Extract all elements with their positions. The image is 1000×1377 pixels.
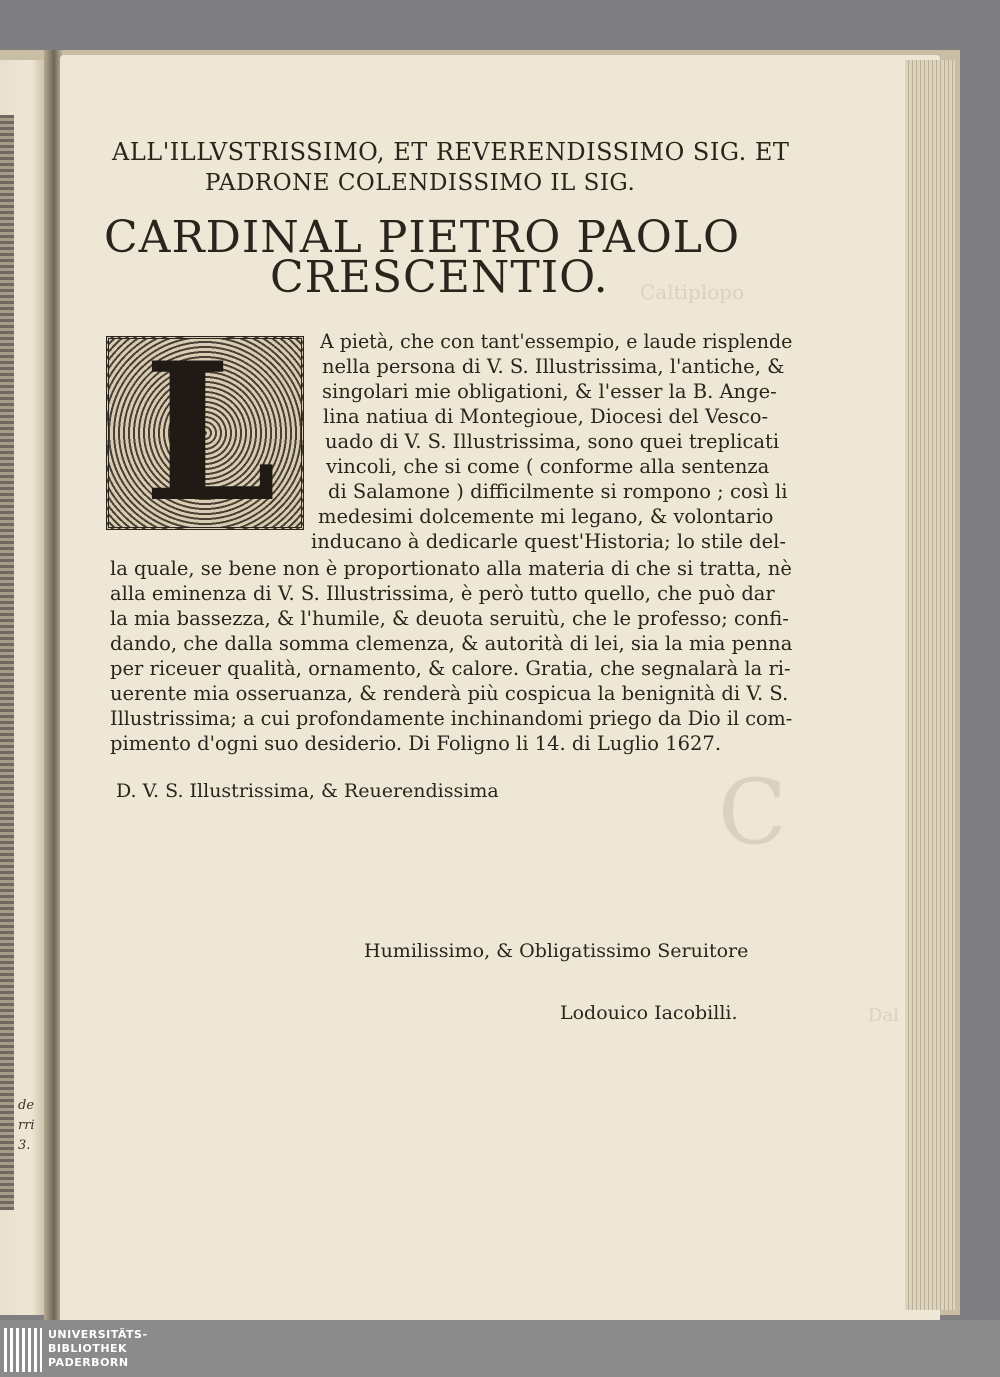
dedication-heading-line-1: ALL'ILLVSTRISSIMO, ET REVERENDISSIMO SIG. ET [112,138,790,166]
library-logo-line-2: BIBLIOTHEK [48,1342,128,1355]
dedicatee-name-line-2: CRESCENTIO. [270,252,609,303]
initial-letter: L [143,321,277,544]
dedication-heading-line-2: PADRONE COLENDISSIMO IL SIG. [205,170,636,196]
body-line: la quale, se bene non è proportionato alla materia di che si tratta, nè [110,557,792,580]
body-line: inducano à dedicarle quest'Historia; lo stile del- [311,530,786,553]
library-footer [0,1320,1000,1377]
body-line: A pietà, che con tant'essempio, e laude risplende [320,330,793,353]
left-page-fragment: de [18,1098,35,1113]
body-line: uado di V. S. Illustrissima, sono quei treplicati [325,430,780,453]
body-line: singolari mie obligationi, & l'esser la B. Ange- [322,380,777,403]
library-logo-line-1: UNIVERSITÄTS- [48,1328,148,1341]
body-line: dando, che dalla somma clemenza, & autorità di lei, sia la mia penna [110,632,793,655]
bleed-through-text: Caltiplopo [640,280,745,304]
library-logo-line-3: PADERBORN [48,1356,129,1369]
body-line: uerente mia osseruanza, & renderà più cospicua la benignità di V. S. [110,682,789,705]
body-line: alla eminenza di V. S. Illustrissima, è però tutto quello, che può dar [110,582,775,605]
author-signature: Lodouico Iacobilli. [560,1002,738,1024]
left-page-fragment: rri [18,1118,35,1133]
body-line: medesimi dolcemente mi legano, & volontario [318,505,774,528]
engraving-plate-edge [0,115,14,1210]
body-line: vincoli, che si come ( conforme alla sentenza [326,455,770,478]
body-line: di Salamone ) difficilmente si rompono ; così li [328,480,788,503]
dedicatee-name-line-1: CARDINAL PIETRO PAOLO [104,212,741,263]
body-line: lina natiua di Montegioue, Diocesi del Vesco- [323,405,769,428]
bleed-through-text: Dal [868,1005,899,1026]
body-line: la mia bassezza, & l'humile, & deuota seruitù, che le professo; confi- [110,607,789,630]
body-line: per riceuer qualità, ornamento, & calore. Gratia, che segnalarà la ri- [110,657,791,680]
decorated-initial [106,321,304,544]
body-line: nella persona di V. S. Illustrissima, l'antiche, & [322,355,785,378]
salutation: D. V. S. Illustrissima, & Reuerendissima [116,780,499,802]
bleed-through-text: C [718,760,787,865]
sign-off: Humilissimo, & Obligatissimo Seruitore [364,940,749,962]
body-line: Illustrissima; a cui profondamente inchinandomi priego da Dio il com- [110,707,793,730]
left-page-fragment: 3. [18,1138,31,1153]
page-edges [905,60,955,1310]
library-logo-icon [4,1328,42,1372]
body-line: pimento d'ogni suo desiderio. Di Foligno li 14. di Luglio 1627. [110,732,722,755]
